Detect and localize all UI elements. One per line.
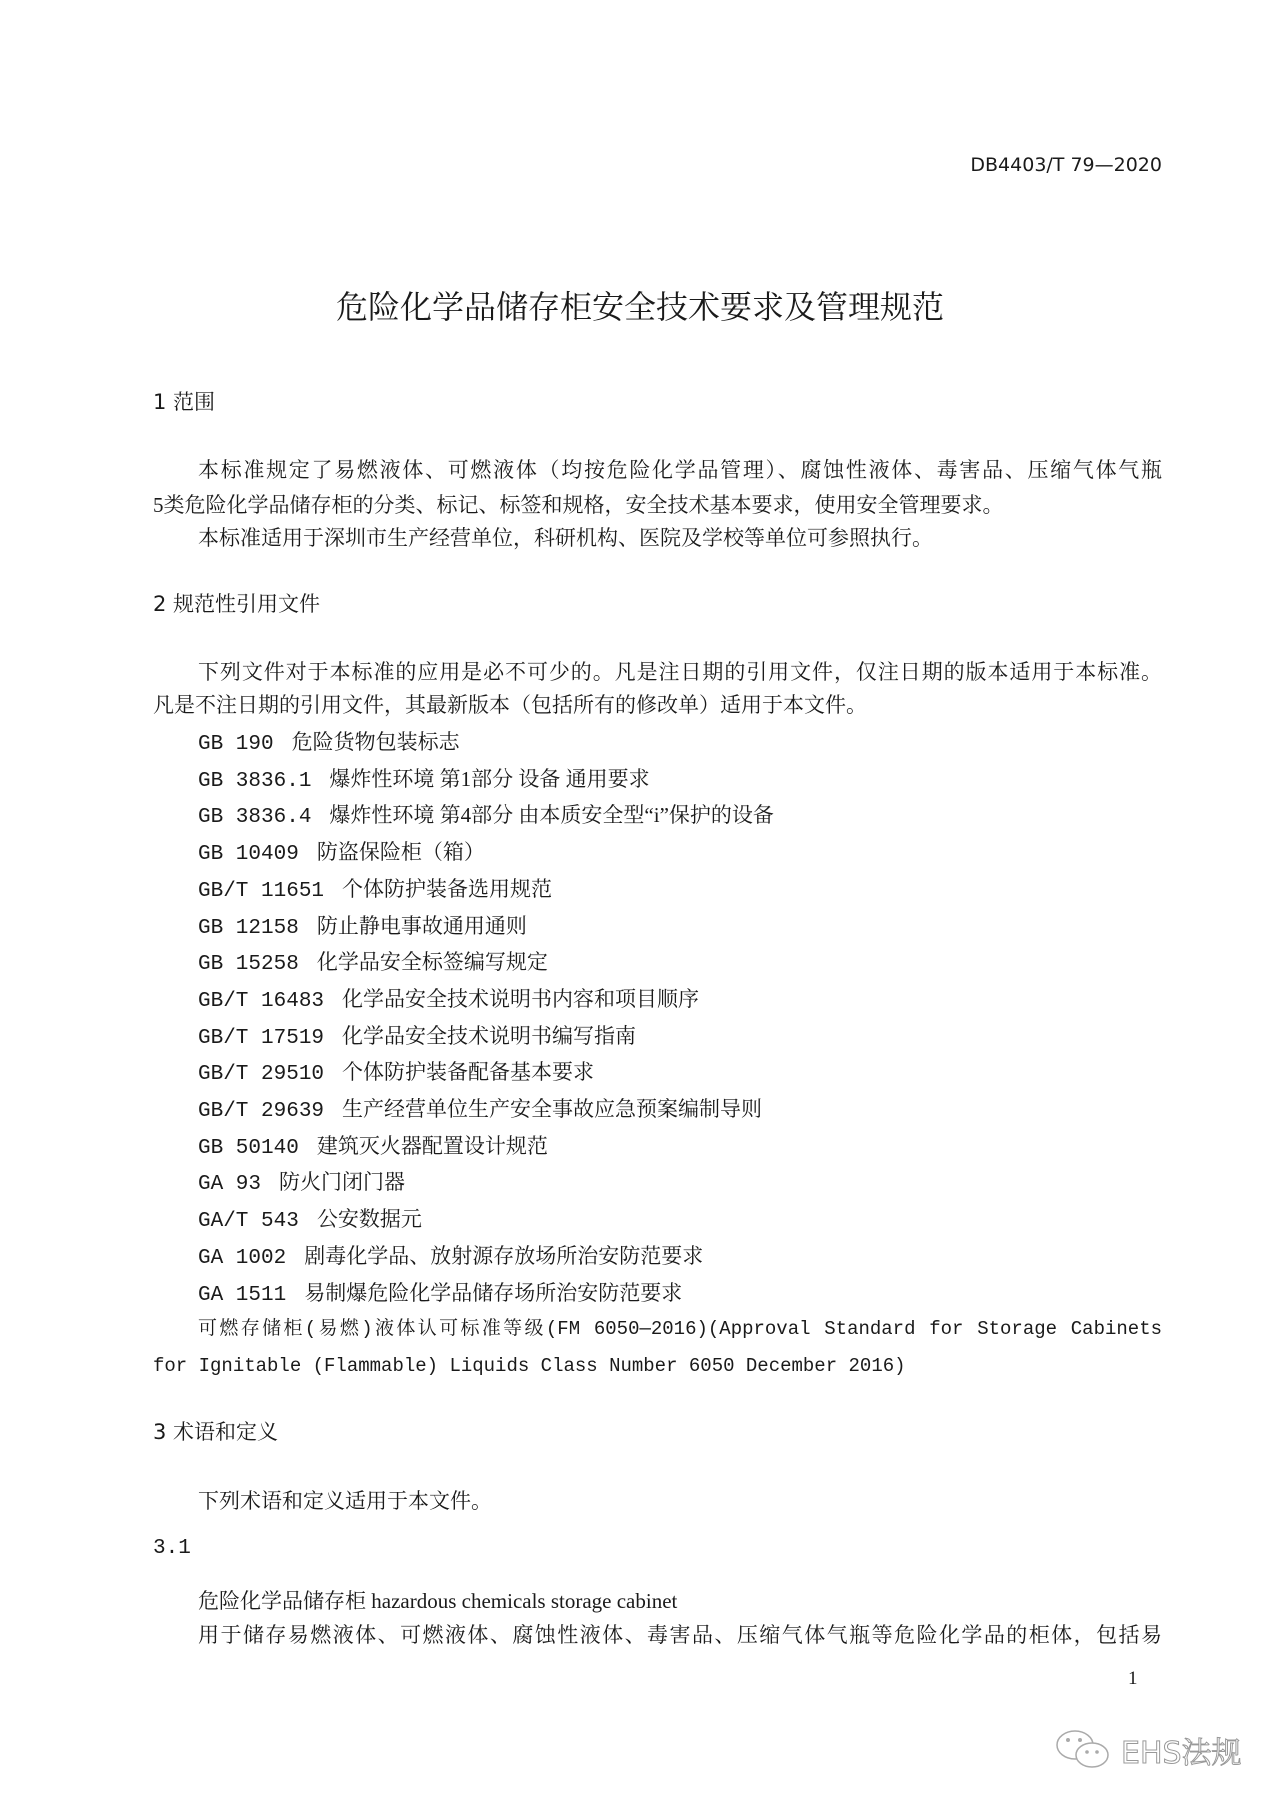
reference-item bbox=[198, 1280, 1162, 1309]
reference-title: 爆炸性环境 第1部分 设备 通用要求 bbox=[329, 766, 650, 791]
reference-title: 建筑灭火器配置设计规范 bbox=[316, 1133, 548, 1158]
reference-title: 危险货物包装标志 bbox=[291, 730, 460, 754]
reference-code: GB/T 11651 bbox=[198, 879, 325, 903]
reference-code: GA/T 543 bbox=[198, 1210, 299, 1234]
reference-fm-line: for Ignitable (Flammable) Liquids Class Number 6050 December 2016) bbox=[153, 1355, 906, 1377]
reference-item bbox=[198, 1133, 1162, 1162]
reference-item bbox=[198, 839, 1162, 868]
section-3-heading: 3 术语和定义 bbox=[153, 1420, 279, 1444]
reference-code: GB 12158 bbox=[198, 916, 299, 940]
reference-code: GB 15258 bbox=[198, 953, 299, 977]
reference-item bbox=[198, 729, 1162, 758]
paragraph-line: 下列文件对于本标准的应用是必不可少的。凡是注日期的引用文件，仅注日期的版本适用于本标准。 bbox=[198, 660, 1162, 684]
reference-item bbox=[198, 1243, 1162, 1272]
reference-title: 防盗保险柜（箱） bbox=[316, 840, 485, 865]
reference-code: GB/T 17519 bbox=[198, 1026, 325, 1050]
term-entry: 危险化学品储存柜 hazardous chemicals storage cabinet bbox=[198, 1589, 678, 1613]
paragraph-line: 本标准适用于深圳市生产经营单位，科研机构、医院及学校等单位可参照执行。 bbox=[198, 526, 933, 550]
reference-code: GB 3836.1 bbox=[198, 769, 312, 793]
page-number: 1 bbox=[1128, 1668, 1138, 1689]
reference-title: 化学品安全技术说明书编写指南 bbox=[342, 1023, 637, 1048]
section-2-heading: 2 规范性引用文件 bbox=[153, 592, 321, 616]
paragraph-line: 5类危险化学品储存柜的分类、标记、标签和规格，安全技术基本要求，使用安全管理要求。 bbox=[153, 493, 1004, 517]
reference-title: 生产经营单位生产安全事故应急预案编制导则 bbox=[342, 1097, 763, 1121]
page-title: 危险化学品储存柜安全技术要求及管理规范 bbox=[335, 288, 944, 326]
reference-item bbox=[198, 1206, 1162, 1235]
reference-title: 化学品安全标签编写规定 bbox=[316, 950, 548, 975]
reference-code: GB 190 bbox=[198, 733, 274, 756]
paragraph-line: 下列术语和定义适用于本文件。 bbox=[198, 1489, 492, 1513]
reference-item bbox=[198, 766, 1162, 795]
definition-line: 用于储存易燃液体、可燃液体、腐蚀性液体、毒害品、压缩气体气瓶等危险化学品的柜体，包括易 bbox=[198, 1623, 1162, 1647]
reference-code: GA 93 bbox=[198, 1173, 262, 1197]
reference-item bbox=[198, 1096, 1162, 1125]
wechat-icon bbox=[1055, 1728, 1113, 1772]
reference-title: 个体防护装备配备基本要求 bbox=[342, 1060, 595, 1085]
reference-code: GA 1002 bbox=[198, 1246, 287, 1270]
reference-title: 剧毒化学品、放射源存放场所治安防范要求 bbox=[304, 1243, 704, 1268]
reference-code: GB/T 16483 bbox=[198, 989, 325, 1013]
reference-code: GB/T 29639 bbox=[198, 1100, 325, 1123]
reference-item bbox=[198, 876, 1162, 905]
reference-title: 防火门闭门器 bbox=[279, 1170, 406, 1195]
reference-code: GA 1511 bbox=[198, 1283, 287, 1307]
paragraph-line: 本标准规定了易燃液体、可燃液体（均按危险化学品管理）、腐蚀性液体、毒害品、压缩气体气瓶 bbox=[198, 458, 1162, 482]
reference-item bbox=[198, 1023, 1162, 1052]
reference-code: GB 3836.4 bbox=[198, 806, 312, 830]
watermark-text: EHS法规 bbox=[1121, 1736, 1242, 1771]
reference-item bbox=[198, 913, 1162, 942]
reference-code: GB 50140 bbox=[198, 1136, 299, 1160]
reference-item bbox=[198, 802, 1162, 831]
section-1-heading: 1 范围 bbox=[153, 390, 216, 414]
reference-title: 爆炸性环境 第4部分 由本质安全型“i”保护的设备 bbox=[329, 803, 774, 828]
reference-title: 防止静电事故通用通则 bbox=[316, 913, 527, 938]
reference-code: GB 10409 bbox=[198, 843, 299, 867]
reference-title: 公安数据元 bbox=[316, 1207, 422, 1232]
reference-fm-line: 可燃存储柜(易燃)液体认可标准等级(FM 6050—2016)(Approval Standard for Storage Cabinets bbox=[198, 1318, 1162, 1340]
reference-title: 易制爆危险化学品储存场所治安防范要求 bbox=[304, 1280, 683, 1305]
subsection-number: 3.1 bbox=[153, 1537, 191, 1560]
reference-item bbox=[198, 1169, 1162, 1198]
document-number: DB4403/T 79—2020 bbox=[970, 154, 1162, 176]
reference-item bbox=[198, 949, 1162, 978]
reference-title: 化学品安全技术说明书内容和项目顺序 bbox=[342, 986, 700, 1011]
watermark bbox=[1055, 1728, 1242, 1772]
paragraph-line: 凡是不注日期的引用文件，其最新版本（包括所有的修改单）适用于本文件。 bbox=[153, 693, 867, 717]
reference-title: 个体防护装备选用规范 bbox=[342, 876, 553, 901]
reference-item bbox=[198, 1059, 1162, 1088]
reference-code: GB/T 29510 bbox=[198, 1063, 325, 1087]
reference-item bbox=[198, 986, 1162, 1015]
